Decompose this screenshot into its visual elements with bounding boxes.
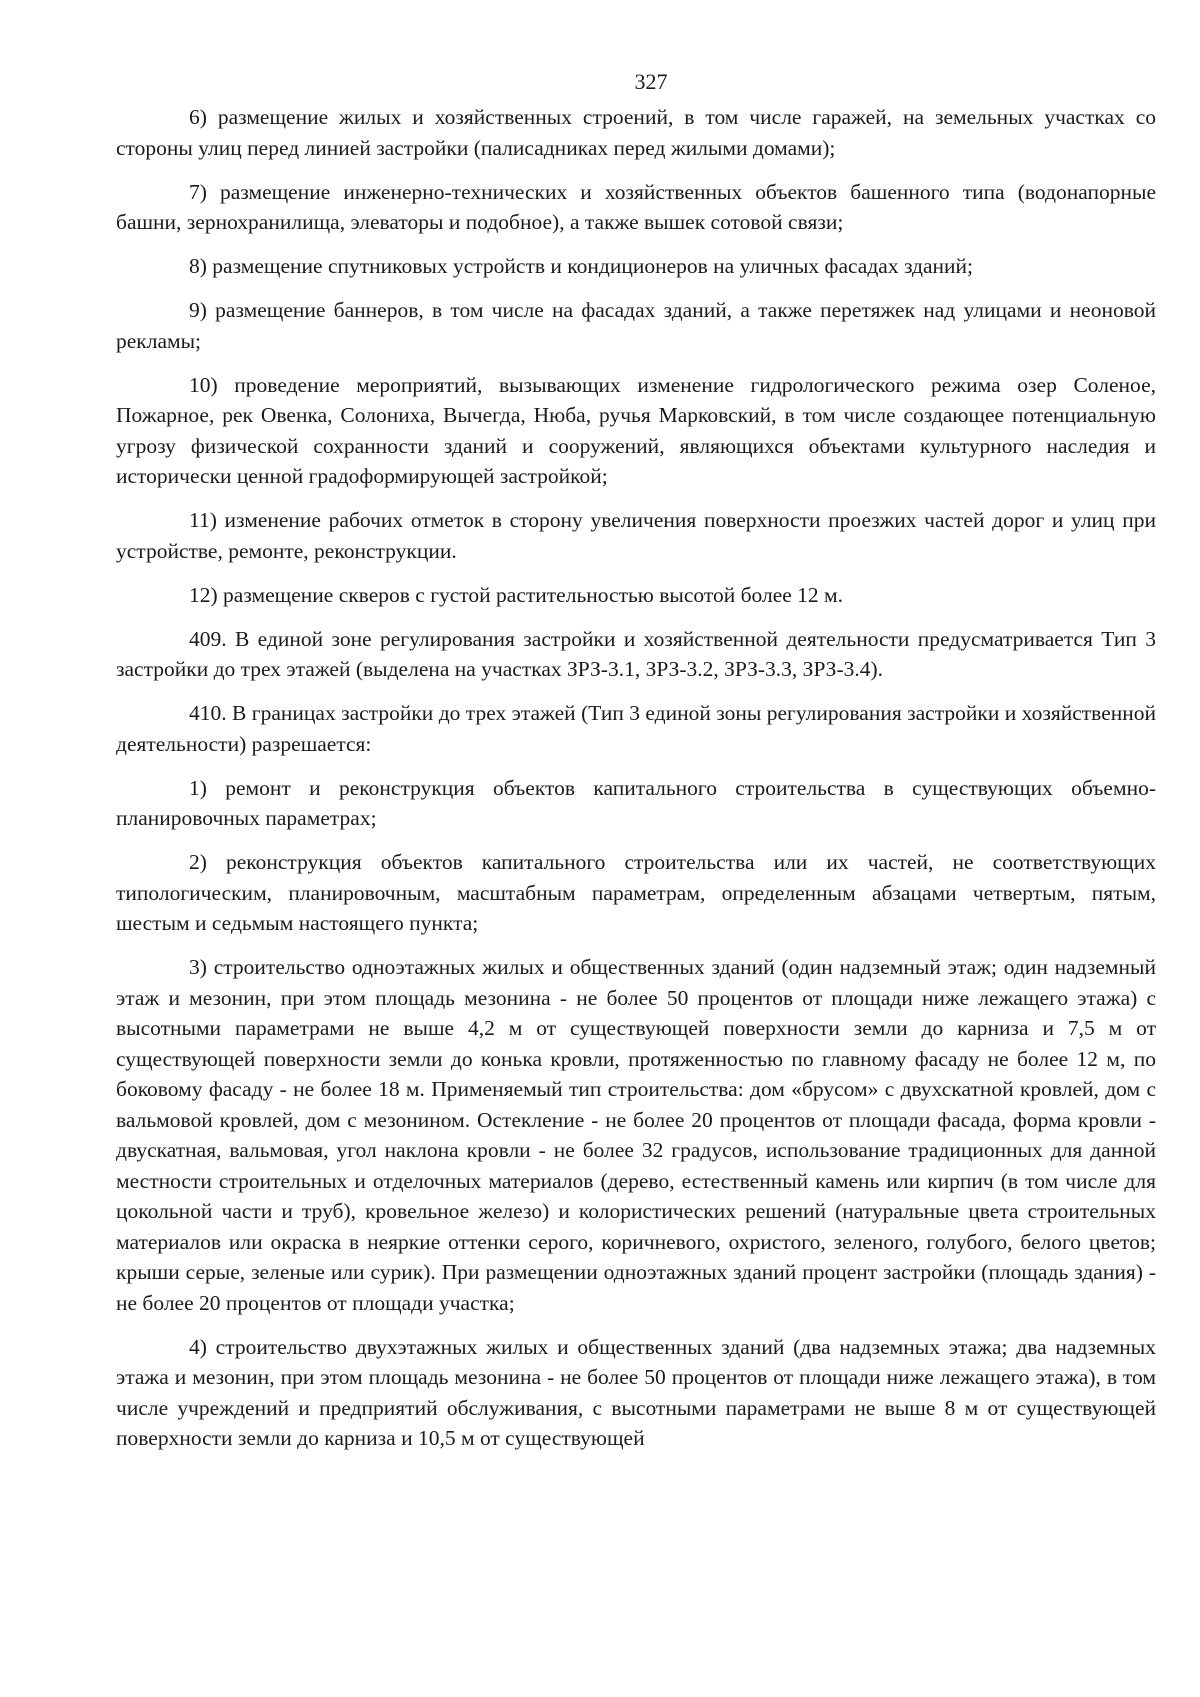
paragraph-subitem-2: 2) реконструкция объектов капитального строительства или их частей, не соответствующих типологическим, планировочным, масштабным параметрам, определенным абзацами четвертым, пятым, шестым и седьмым настоящего пункта; <box>116 850 1156 935</box>
paragraph-item-9: 9) размещение баннеров, в том числе на фасадах зданий, а также перетяжек над улицами и неоновой рекламы; <box>116 298 1156 353</box>
paragraph-item-6: 6) размещение жилых и хозяйственных строений, в том числе гаражей, на земельных участках со стороны улиц перед линией застройки (палисадниках перед жилыми домами); <box>116 105 1156 160</box>
document-page <box>116 68 1156 1467</box>
paragraph-item-8: 8) размещение спутниковых устройств и кондиционеров на уличных фасадах зданий; <box>189 254 974 278</box>
paragraph-subitem-4: 4) строительство двухэтажных жилых и общественных зданий (два надземных этажа; два надземных этажа и мезонин, при этом площадь мезонина - не более 50 процентов от площади ниже лежащего этажа), в том числе учреждений и предприятий обслуживания, с высотными параметрами не выше 8 м от существующей поверхности земли до карниза и 10,5 м от существующей <box>116 1334 1156 1450</box>
paragraph-item-12: 12) размещение скверов с густой растительностью высотой более 12 м. <box>189 582 844 607</box>
paragraph-item-7: 7) размещение инженерно-технических и хозяйственных объектов башенного типа (водонапорные башни, зернохранилища, элеваторы и подобное), а также вышек сотовой связи; <box>116 179 1156 234</box>
paragraph-subitem-1: 1) ремонт и реконструкция объектов капитального строительства в существующих объемно-планировочных параметрах; <box>116 775 1156 830</box>
paragraph-clause-410: 410. В границах застройки до трех этажей (Тип 3 единой зоны регулирования застройки и хозяйственной деятельности) разрешается: <box>116 701 1156 756</box>
paragraph-item-11: 11) изменение рабочих отметок в сторону увеличения поверхности проезжих частей дорог и улиц при устройстве, ремонте, реконструкции. <box>116 508 1156 563</box>
paragraph-item-10: 10) проведение мероприятий, вызывающих изменение гидрологического режима озер Соленое, Пожарное, рек Овенка, Солониха, Вычегда, Нюба, ручья Марковский, в том числе создающее потенциальную угрозу физической сохранности зданий и сооружений, являющихся объектами культурного наследия и исторически ценной градоформирующей застройкой; <box>116 372 1156 488</box>
paragraph-subitem-3: 3) строительство одноэтажных жилых и общественных зданий (один надземный этаж; один надземный этаж и мезонин, при этом площадь мезонина - не более 50 процентов от площади ниже лежащего этажа) с высотными параметрами не выше 4,2 м от существующей поверхности земли до карниза и 7,5 м от существующей поверхности земли до конька кровли, протяженностью по главному фасаду не более 12 м, по боковому фасаду - не более 18 м. Применяемый тип строительства: дом «брусом» с двухскатной кровлей, дом с вальмовой кровлей, дом с мезонином. Остекление - не более 20 процентов от площади фасада, форма кровли - двускатная, вальмовая, угол наклона кровли - не более 32 градусов, использование традиционных для данной местности строительных и отделочных материалов (дерево, естественный камень или кирпич (в том числе для цокольной части и труб), кровельное железо) и колористических решений (натуральные цвета строительных материалов или окраска в неяркие оттенки серого, коричневого, охристого, зеленого, голубого, белого цветов; крыши серые, зеленые или сурик). При размещении одноэтажных зданий процент застройки (площадь здания) - не более 20 процентов от площади участка; <box>116 955 1156 1315</box>
page-number: 327 <box>634 69 668 94</box>
paragraph-clause-409: 409. В единой зоне регулирования застройки и хозяйственной деятельности предусматривается Тип 3 застройки до трех этажей (выделена на участках ЗРЗ-3.1, ЗРЗ-3.2, ЗРЗ-3.3, ЗРЗ-3.4). <box>116 626 1156 681</box>
